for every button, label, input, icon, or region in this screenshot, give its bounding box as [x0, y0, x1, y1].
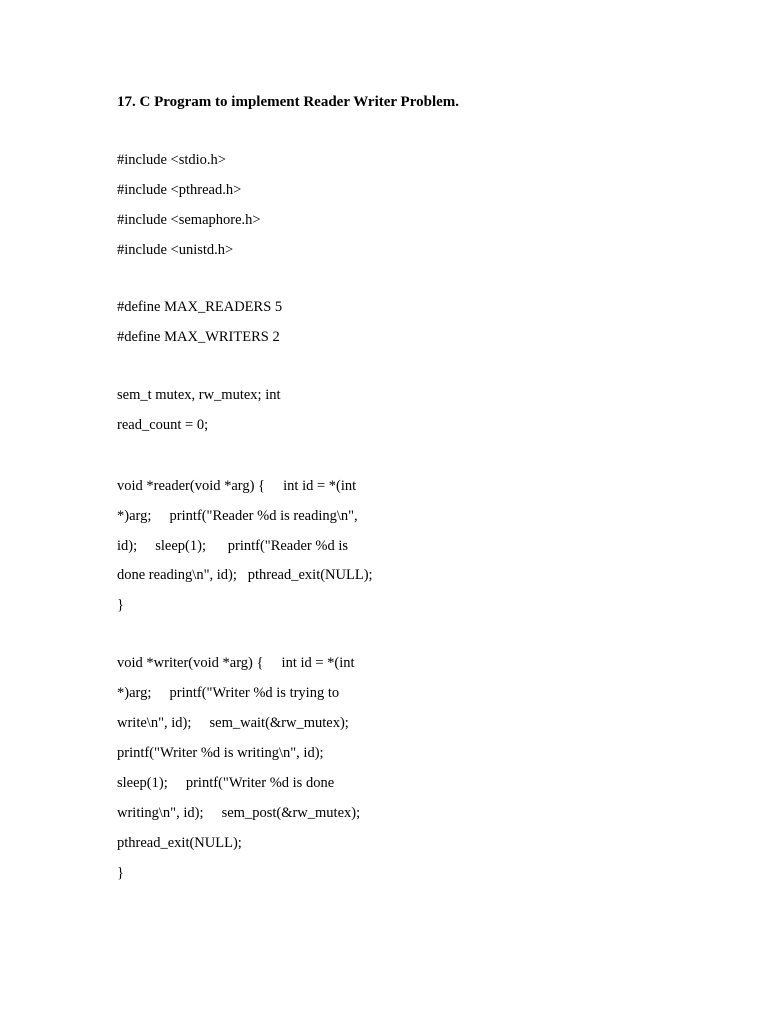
code-line-reader-body-3: done reading\n", id); pthread_exit(NULL); [117, 567, 373, 583]
code-line-reader-body-2: id); sleep(1); printf("Reader %d is [117, 538, 349, 554]
code-line-semaphore-declaration: sem_t mutex, rw_mutex; int [117, 387, 281, 403]
code-line-include-semaphore: #include <semaphore.h> [117, 212, 261, 228]
code-line-writer-signature: void *writer(void *arg) { int id = *(int [117, 655, 355, 671]
code-line-reader-close: } [117, 597, 124, 613]
code-line-writer-body-2: write\n", id); sem_wait(&rw_mutex); [117, 715, 349, 731]
code-line-writer-body-1: *)arg; printf("Writer %d is trying to [117, 685, 340, 701]
code-line-include-unistd: #include <unistd.h> [117, 242, 234, 258]
code-line-read-count: read_count = 0; [117, 417, 209, 433]
code-line-writer-close: } [117, 865, 124, 881]
code-line-define-max-readers: #define MAX_READERS 5 [117, 299, 283, 315]
code-line-define-max-writers: #define MAX_WRITERS 2 [117, 329, 280, 345]
code-line-writer-body-6: pthread_exit(NULL); [117, 835, 242, 851]
code-line-include-stdio: #include <stdio.h> [117, 152, 226, 168]
code-line-reader-signature: void *reader(void *arg) { int id = *(int [117, 478, 357, 494]
code-line-writer-body-3: printf("Writer %d is writing\n", id); [117, 745, 324, 761]
document-title: 17. C Program to implement Reader Writer Problem. [117, 94, 460, 110]
code-line-reader-body-1: *)arg; printf("Reader %d is reading\n", [117, 508, 358, 524]
code-line-writer-body-4: sleep(1); printf("Writer %d is done [117, 775, 335, 791]
code-line-include-pthread: #include <pthread.h> [117, 182, 242, 198]
code-line-writer-body-5: writing\n", id); sem_post(&rw_mutex); [117, 805, 361, 821]
